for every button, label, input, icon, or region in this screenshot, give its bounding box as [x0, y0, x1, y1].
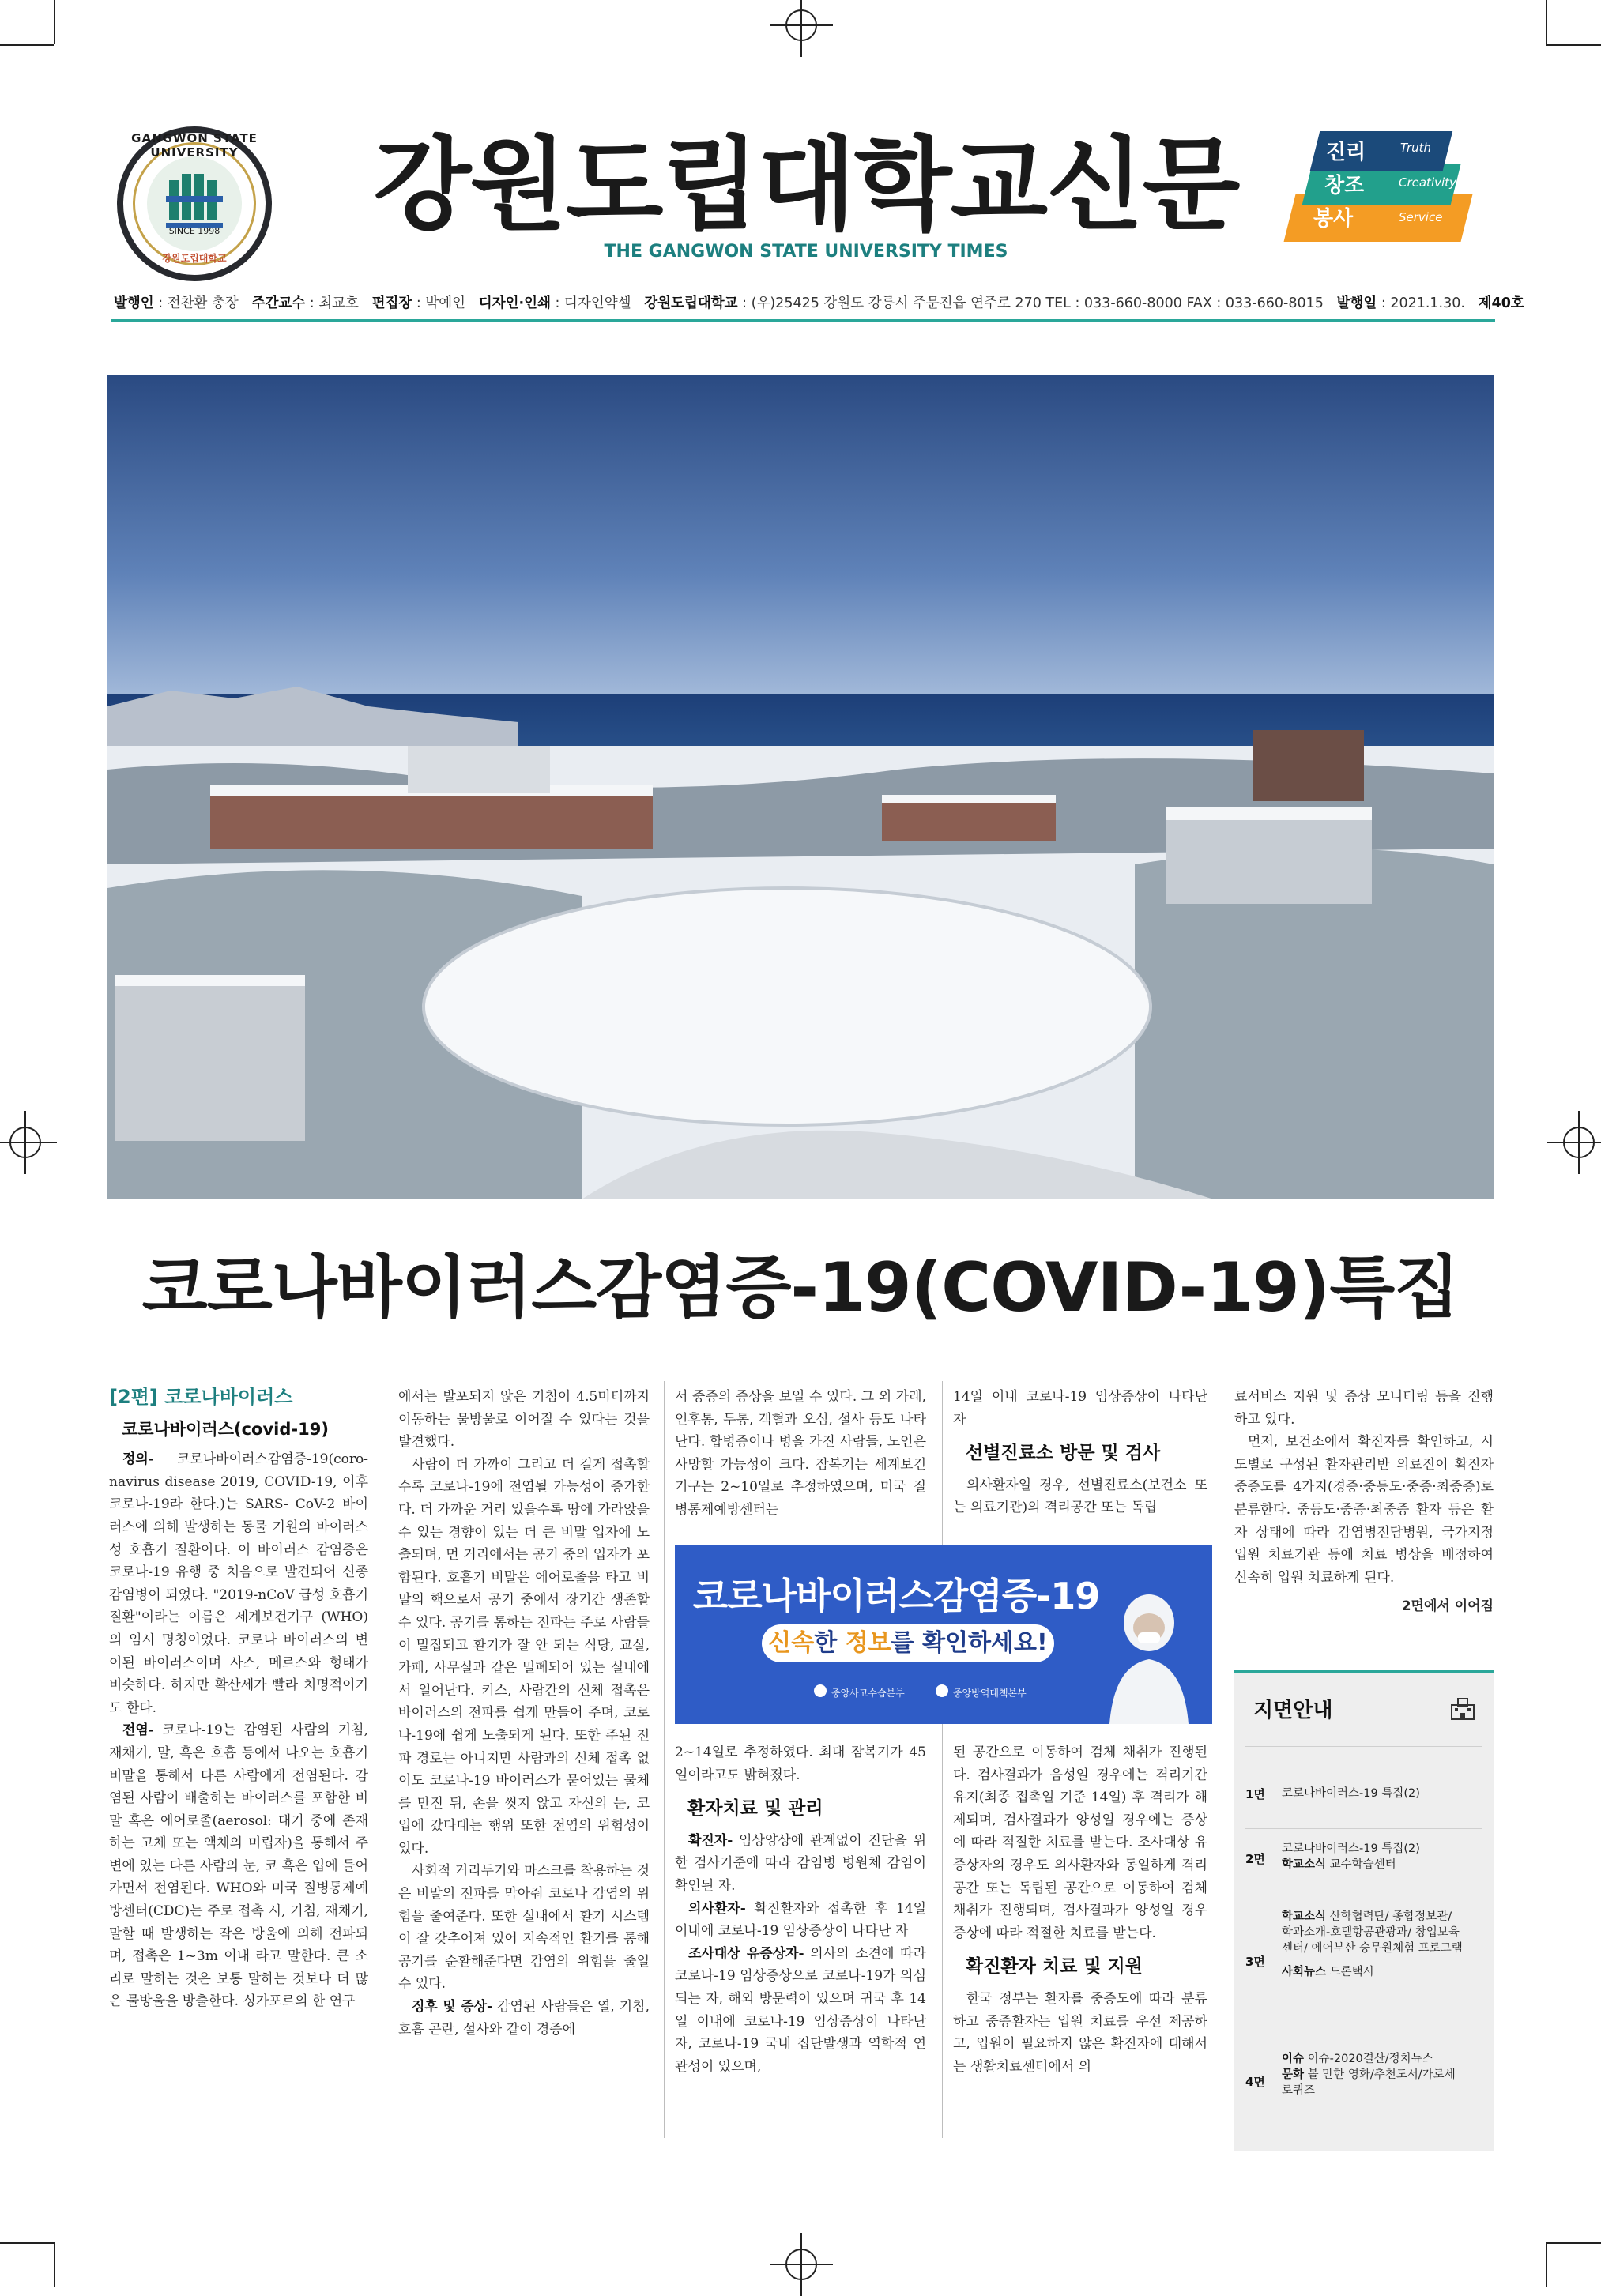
- paragraph: 14일 이내 코로나-19 임상증상이 나타난 자: [953, 1389, 1207, 1428]
- logo-text-top: GANGWON STATE UNIVERSITY: [131, 131, 258, 160]
- crop-mark: [0, 44, 54, 46]
- page-guide-sidebar: [1234, 1670, 1494, 2151]
- publisher-label: 발행인: [114, 295, 154, 311]
- guide-page-3-contents: [1282, 1909, 1465, 1980]
- hero-photo: [107, 375, 1494, 1199]
- professor-name: 최교호: [318, 295, 359, 311]
- guide-line: 코로나바이러스-19 특집(2): [1282, 1842, 1420, 1855]
- paragraph-definition: [109, 1448, 368, 1719]
- logo-since: SINCE 1998: [168, 226, 220, 236]
- crop-mark: [54, 0, 55, 44]
- newspaper-subtitle: THE GANGWON STATE UNIVERSITY TIMES: [604, 242, 1008, 262]
- subheading-support: 확진환자 치료 및 지원: [966, 1956, 1143, 1978]
- paragraph: 서 중증의 증상을 보일 수 있다. 그 외 가래, 인후통, 두통, 객혈과 오심, 설사 등도 나타난다. 합병증이나 병을 가진 사람들, 노인은 사망할 가능성이 크다. 잠복기는 세계보건기구는 2~10일로 추정하였으며, 미국 질병통제예방센터는: [675, 1389, 926, 1518]
- org-2-label: 중앙방역대책본부: [953, 1688, 1027, 1699]
- guide-page-4-contents: [1282, 2051, 1465, 2098]
- building-icon: [1449, 1694, 1476, 1721]
- lead-symptoms: 징후 및 증상-: [412, 1999, 493, 2016]
- lead-suspected: 의사환자-: [688, 1900, 746, 1917]
- text-suspected: 확진환자와 접촉한 후 14일 이내에 코로나-19 임상증상이 나타난 자: [675, 1900, 926, 1940]
- text-transmission: 코로나-19는 감염된 사람의 기침, 재채기, 말, 혹은 호흡 등에서 나오는 호흡기 비말을 통해서 다른 사람에게 전염된다. 감염된 사람이 배출하는 바이러스를 포함한 비말 혹은 에어로졸(aerosol: 대기 중에 존재하는 고체 또는 액체의 미립자)을 통해서 주변에 있는 다른 사람의 눈, 코 혹은 입에 들어가면서 전염된다. WHO와 미국 질병통제예방센터(CDC)는 주로 접촉 시, 기침, 재채기, 말할 때 발생하는 작은 방울에 의해 전파되며, 접촉은 1~3m 이내 라고 말한다. 큰 소리로 말하는 것은 보통 말하는 것보다 더 많은 물방울을 방출한다. 싱가포르의 한 연구: [109, 1722, 368, 2010]
- sidebar-title: 지면안내: [1253, 1699, 1333, 1722]
- school-address: (우)25425 강원도 강릉시 주문진읍 연주로 270 TEL : 033-660-8000 FAX : 033-660-8015: [751, 295, 1324, 311]
- org-1-icon: [814, 1684, 827, 1697]
- guide-line-text: 교수학습센터: [1329, 1858, 1396, 1871]
- guide-line: [1282, 2051, 1465, 2067]
- sidebar-divider: [1245, 1746, 1482, 1747]
- article-column-2: [398, 1386, 650, 2041]
- guide-line: [1282, 1857, 1465, 1873]
- section-subheading: 코로나바이러스(covid-19): [122, 1419, 329, 1439]
- editor-name: 박예인: [425, 295, 466, 311]
- motto-service-en: Service: [1399, 210, 1443, 224]
- guide-line-text: 드론택시: [1329, 1966, 1374, 1978]
- motto-creativity-en: Creativity: [1399, 175, 1456, 190]
- paragraph: 먼저, 보건소에서 확진자를 확인하고, 시도별로 구성된 환자관리반 의료진이 확진자 중증도를 4가지(경증·중등도·중증·최중증)로 분류한다. 중등도·중증·최중증 환자 등은 환자 상태에 따라 감염병전담병원, 국가지정 입원 치료기관 등에 치료 병상을 배정하여 신속히 입원 치료하게 된다.: [1234, 1434, 1494, 1586]
- slogan-text-1: 한: [814, 1629, 846, 1657]
- guide-line-label: 문화: [1282, 2068, 1305, 2081]
- crop-mark: [1546, 2242, 1601, 2244]
- article-column-3-bottom: [675, 1741, 926, 2078]
- registration-mark: [9, 1127, 41, 1158]
- continued-note: 2면에서 이어짐: [1401, 1598, 1494, 1615]
- professor-label: 주간교수: [251, 295, 306, 311]
- guide-line-label: 학교소식: [1282, 1858, 1327, 1871]
- snowy-campus-illustration: [107, 375, 1494, 1199]
- medical-worker-icon: [1102, 1590, 1196, 1724]
- sidebar-divider: [1245, 1828, 1482, 1829]
- university-logo: [117, 126, 272, 281]
- guide-line-label: 이슈: [1282, 2053, 1305, 2065]
- slogan-highlight-2: 정보: [845, 1629, 891, 1657]
- issue-date: 2021.1.30.: [1390, 295, 1465, 311]
- article-column-3-top: [675, 1386, 926, 1522]
- guide-page-1-contents: [1282, 1786, 1465, 1801]
- subheading-treatment: 환자치료 및 관리: [687, 1798, 823, 1820]
- paragraph: 2~14일로 추정하였다. 최대 잠복기가 45일이라고도 밝혀졌다.: [675, 1745, 926, 1783]
- paragraph: 료서비스 지원 및 증상 모니터링 등을 진행하고 있다.: [1234, 1389, 1494, 1428]
- slogan-text-2: 를 확인하세요!: [891, 1629, 1048, 1657]
- guide-line-text: 이슈-2020결산/정치뉴스: [1307, 2053, 1433, 2065]
- paragraph: 된 공간으로 이동하여 검체 채취가 진행된다. 검사결과가 음성일 경우에는 격리기간 유지(최종 접촉일 기준 14일) 후 격리가 해제되며, 검사결과가 양성일 경우에는 증상에 따라 적절한 치료를 받는다. 조사대상 유증상자의 경우도 의사환자와 동일하게 격리공간 또는 독립된 공간으로 이동하여 검체 채취가 진행되며, 검사결과가 양성일 경우 증상에 따라 적절한 치료를 받는다.: [953, 1745, 1207, 1941]
- guide-page-4-number: 4면: [1245, 2075, 1265, 2089]
- guide-page-1-number: 1면: [1245, 1787, 1265, 1801]
- publisher-name: 전찬환 총장: [167, 295, 239, 311]
- article-column-4-bottom: [953, 1741, 1207, 2078]
- article-column-1: [109, 1386, 368, 2013]
- publisher-info: 발행인 : 전찬환 총장 주간교수 : 최교호 편집장 : 박예인 디자인·인쇄 : 디자인약셀 강원도립대학교 : (우)25425 강원도 강릉시 주문진읍 연주로 270 TEL : 033-660-8000 FAX : 033-660-8015 발행일 : 2021.1.30. 제40호: [114, 295, 1524, 311]
- newspaper-title: 강원도립대학교신문: [373, 126, 1239, 244]
- org-1-label: 중앙사고수습본부: [831, 1688, 905, 1699]
- section-label: [2편] 코로나바이러스: [109, 1386, 293, 1408]
- lead-confirmed: 확진자-: [688, 1832, 733, 1849]
- guide-line: [1282, 1964, 1465, 1980]
- column-divider: [942, 1381, 943, 2138]
- covid-banner: [675, 1545, 1212, 1724]
- guide-line-text: 산학협력단/ 종합정보관/ 학과소개-호텔항공관광과/ 창업보육센터/ 에어부산 승무원체험 프로그램: [1282, 1910, 1463, 1955]
- emblem-graphic: [147, 156, 242, 251]
- guide-line-text: 볼 만한 영화/추천도서/가로세로퀴즈: [1282, 2068, 1456, 2097]
- paragraph: 사람이 더 가까이 그리고 더 길게 접촉할수록 코로나-19에 전염될 가능성이 증가한다. 더 가까운 거리 있을수록 땅에 가라앉을 수 있는 경향이 있는 더 큰 비말 입자에 노출되며, 먼 거리에서는 공기 중의 입자가 포함된다. 호흡기 비말은 에어로졸을 타고 비말의 핵으로서 공기 중에서 장기간 생존할 수 있다. 공기를 통하는 전파는 주로 사람들이 밀집되고 환기가 잘 안 되는 식당, 교실, 카페, 사무실과 같은 밀폐되어 있는 실내에서 일어난다. 키스, 사람간의 신체 접촉은 바이러스의 전파를 쉽게 만들어 주며, 코로나-19에 쉽게 노출되게 된다. 또한 주된 전파 경로는 아니지만 사람과의 신체 접촉 없이도 코로나-19 바이러스가 묻어있는 물체를 만진 뒤, 손을 씻지 않고 자신의 눈, 코 입에 갔다대는 행위 또한 전염의 위험성이 있다.: [398, 1456, 650, 1857]
- crop-mark: [1546, 0, 1547, 44]
- logo-text-bottom: 강원도립대학교: [162, 253, 227, 264]
- sidebar-accent-bar: [1234, 1670, 1494, 1673]
- school-label: 강원도립대학교: [644, 295, 738, 311]
- paragraph: 에서는 발포되지 않은 기침이 4.5미터까지 이동하는 물방울로 이어질 수 있다는 것을 발견했다.: [398, 1389, 650, 1451]
- design-name: 디자인약셀: [564, 295, 631, 311]
- guide-page-3-number: 3면: [1245, 1955, 1265, 1969]
- article-column-5: [1234, 1386, 1494, 1618]
- paragraph-investigated: [675, 1943, 926, 2079]
- org-2-icon: [936, 1684, 948, 1697]
- motto-service-ko: 봉사: [1313, 207, 1354, 231]
- crop-mark: [0, 2242, 54, 2244]
- registration-mark: [785, 2249, 817, 2280]
- paragraph-transmission: [109, 1719, 368, 2013]
- banner-title: 코로나바이러스감염증-19: [692, 1575, 1100, 1617]
- guide-line: 코로나바이러스-19 특집(2): [1282, 1787, 1420, 1800]
- feature-headline: 코로나바이러스감염증-19(COVID-19)특집: [141, 1248, 1460, 1327]
- column-divider: [664, 1381, 665, 2138]
- lead-transmission: 전염-: [122, 1722, 154, 1739]
- header-rule: [111, 319, 1495, 322]
- guide-line: [1282, 2067, 1465, 2098]
- guide-page-2-contents: [1282, 1841, 1465, 1873]
- paragraph-symptoms: [398, 1996, 650, 2041]
- text-symptoms: 감염된 사람들은 열, 기침, 호흡 곤란, 설사와 같이 경증에: [398, 1999, 650, 2038]
- guide-line-label: 학교소식: [1282, 1910, 1327, 1923]
- paragraph-suspected: [675, 1898, 926, 1943]
- text-investigated: 의사의 소견에 따라 코로나-19 임상증상으로 코로나-19가 의심되는 자, 해외 방문력이 있으며 귀국 후 14일 이내에 코로나-19 임상증상이 나타난 자, 코로나-19 국내 집단발생과 역학적 연관성이 있으며,: [675, 1945, 926, 2075]
- text-confirmed: 임상양상에 관계없이 진단을 위한 검사기준에 따라 감염병 병원체 감염이 확인된 자.: [675, 1832, 926, 1894]
- banner-slogan: [762, 1624, 1054, 1662]
- logo-emblem: [147, 156, 242, 251]
- motto-truth-en: Truth: [1400, 141, 1432, 155]
- paragraph: 사회적 거리두기와 마스크를 착용하는 것은 비말의 전파를 막아줘 코로나 감염의 위험을 줄여준다. 또한 실내에서 환기 시스템이 잘 갖추어져 있어 지속적인 환기를 통해 공기를 순환해준다면 감염의 위험을 줄일 수 있다.: [398, 1863, 650, 1993]
- paragraph-confirmed: [675, 1830, 926, 1898]
- crop-mark: [54, 2242, 55, 2287]
- subheading-screening: 선별진료소 방문 및 검사: [966, 1443, 1161, 1464]
- registration-mark: [1563, 1127, 1595, 1158]
- motto-truth-ko: 진리: [1326, 141, 1366, 164]
- editor-label: 편집장: [371, 295, 412, 311]
- article-column-4-top: [953, 1386, 1207, 1519]
- lead-definition: 정의-: [122, 1451, 154, 1468]
- motto-creativity-ko: 창조: [1324, 174, 1365, 198]
- guide-page-2-number: 2면: [1245, 1852, 1265, 1866]
- guide-line: [1282, 1909, 1465, 1956]
- paragraph: 한국 정부는 환자를 중증도에 따라 분류하고 중증환자는 입원 치료를 우선 제공하고, 입원이 필요하지 않은 확진자에 대해서는 생활치료센터에서 의: [953, 1990, 1207, 2075]
- text-definition: 코로나바이러스감염증-19(coro-navirus disease 2019, COVID-19, 이후 코로나-19라 한다.)는 SARS- CoV-2 바이러스에 의해 발생하는 동물 기원의 바이러스성 호흡기 질환이다. 이 바이러스 감염증은 코로나-19 유행 중 처음으로 발견되어 신종 감염병이 되었다. "2019-nCoV 급성 호흡기 질환"이라는 이름은 세계보건기구 (WHO)의 임시 명칭이었다. 코로나 바이러스의 변이된 바이러스이며 사스, 메르스와 형태가 비슷하다. 하지만 확산세가 빨라 치명적이기도 한다.: [109, 1451, 368, 1716]
- issue-number: 제40호: [1478, 295, 1524, 311]
- crop-mark: [1546, 44, 1601, 46]
- lead-investigated: 조사대상 유증상자-: [688, 1945, 804, 1962]
- slogan-highlight-1: 신속: [768, 1629, 815, 1657]
- registration-mark: [785, 9, 817, 41]
- paragraph: 의사환자일 경우, 선별진료소(보건소 또는 의료기관)의 격리공간 또는 독립: [953, 1477, 1207, 1516]
- guide-line-label: 사회뉴스: [1282, 1966, 1327, 1978]
- design-label: 디자인·인쇄: [478, 295, 551, 311]
- date-label: 발행일: [1336, 295, 1377, 311]
- crop-mark: [1546, 2242, 1547, 2287]
